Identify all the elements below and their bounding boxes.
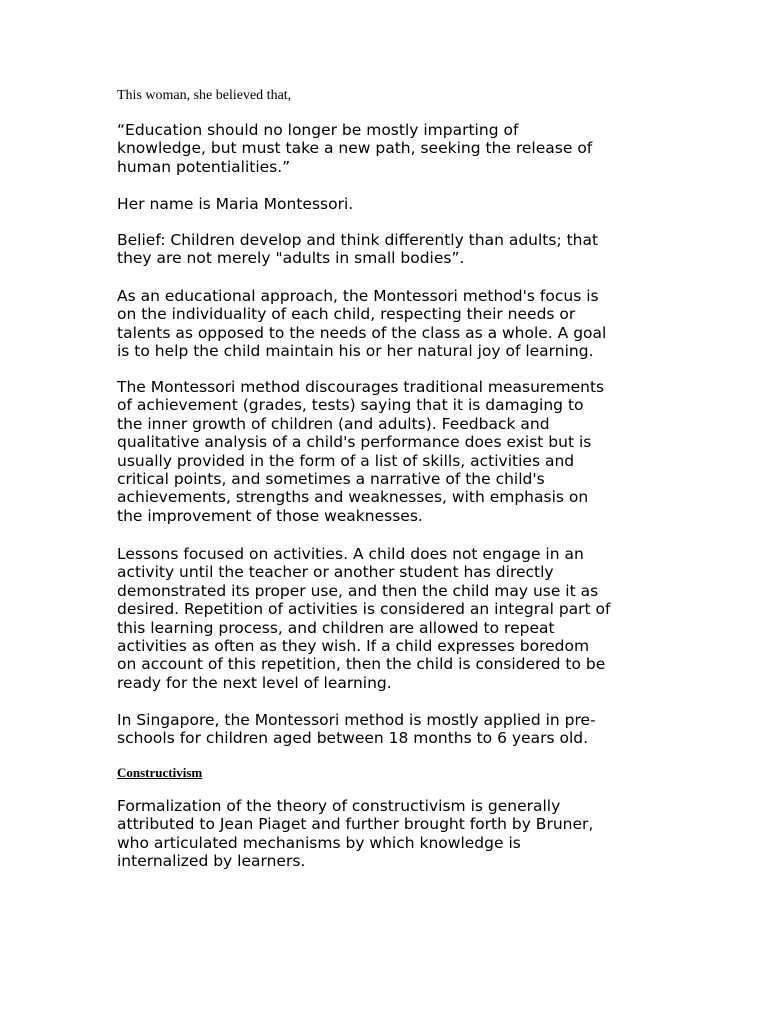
singapore-paragraph: In Singapore, the Montessori method is mostly applied in pre- schools for children aged between 18 months to 6 years old. bbox=[117, 711, 596, 748]
intro-line: This woman, she believed that, bbox=[117, 88, 292, 103]
section-heading: Constructivism bbox=[117, 765, 203, 780]
lessons-paragraph: Lessons focused on activities. A child does not engage in an activity until the teacher or another student has directly demonstrated its proper use, and then the child may use it as desired. Repetition of activities is considered an integral part of this learning process, and children are allowed to repeat activities as often as they wish. If a child expresses boredom on account of this repetition, then the child is considered to be ready for the next level of learning. bbox=[117, 545, 611, 692]
constructivism-paragraph: Formalization of the theory of constructivism is generally attributed to Jean Piaget and further brought forth by Bruner, who articulated mechanisms by which knowledge is internalized by learners. bbox=[117, 797, 594, 871]
belief-paragraph: Belief: Children develop and think differently than adults; that they are not merely "adults in small bodies”. bbox=[117, 231, 599, 268]
name-paragraph: Her name is Maria Montessori. bbox=[117, 195, 354, 213]
assessment-paragraph: The Montessori method discourages traditional measurements of achievement (grades, tests) saying that it is damaging to the inner growth of children (and adults). Feedback and qualitative analysis of a child's performance does exist but is usually provided in the form of a list of skills, activities and critical points, and sometimes a narrative of the child's achievements, strengths and weaknesses, with emphasis on the improvement of those weaknesses. bbox=[117, 378, 605, 525]
quote-paragraph: “Education should no longer be mostly imparting of knowledge, but must take a new path, seeking the release of human potentialities.” bbox=[117, 121, 593, 176]
approach-paragraph: As an educational approach, the Montessori method's focus is on the individuality of each child, respecting their needs or talents as opposed to the needs of the class as a whole. A goal is to help the child maintain his or her natural joy of learning. bbox=[117, 287, 607, 361]
